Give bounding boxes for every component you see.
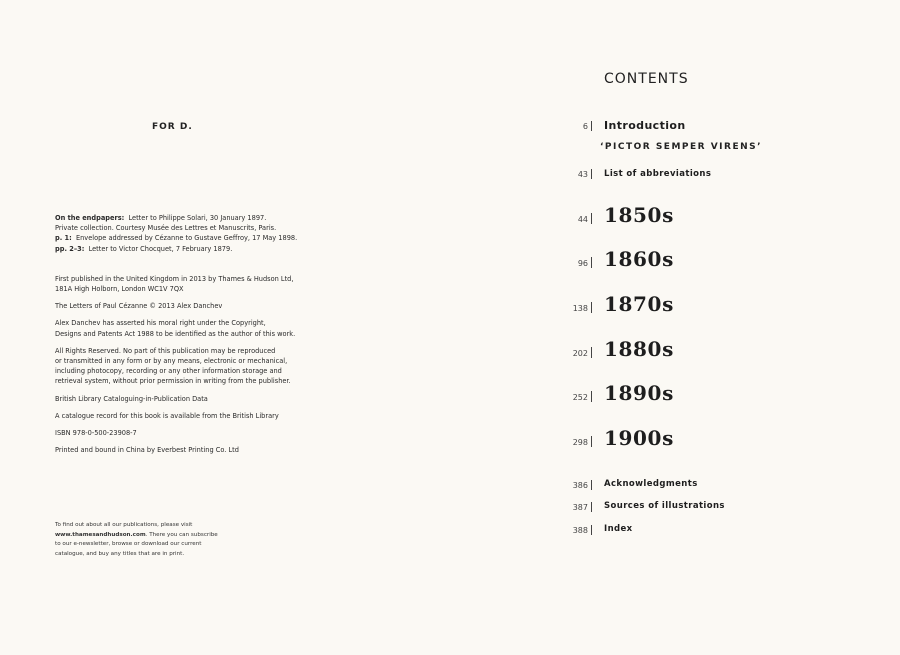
publication-info	[55, 274, 355, 294]
endpapers-line-3: Envelope addressed by Cézanne to Gustave Geffroy, 17 May 1898.	[75, 234, 298, 243]
toc-label: Sources of illustrations	[604, 501, 725, 511]
toc-entry-introduction[interactable]	[450, 119, 900, 133]
contents-title: CONTENTS	[604, 71, 689, 87]
toc-divider	[591, 169, 592, 179]
copyright-line: The Letters of Paul Cézanne © 2013 Alex Danchev	[55, 302, 223, 311]
page1-label: p. 1:	[55, 234, 72, 243]
toc-label: 1870s	[604, 292, 674, 316]
toc-divider	[591, 213, 592, 224]
website-link[interactable]: www.thamesandhudson.com	[55, 531, 146, 538]
toc-label: Introduction	[604, 119, 686, 132]
cip-line: British Library Cataloguing-in-Publication Data	[55, 394, 208, 403]
publication-line-1: First published in the United Kingdom in 2013 by Thames & Hudson Ltd,	[55, 274, 294, 283]
toc-entry-sources[interactable]	[450, 501, 900, 513]
rights-line-2: or transmitted in any form or by any means, electronic or mechanical,	[55, 357, 288, 366]
toc-page-number: 44	[577, 215, 588, 224]
toc-label: Acknowledgments	[604, 479, 698, 489]
moral-right-line-1: Alex Danchev has asserted his moral right under the Copyright,	[55, 319, 266, 328]
toc-entry-1890s[interactable]	[450, 381, 900, 407]
toc-entry-1860s[interactable]	[450, 247, 900, 273]
toc-page-number: 138	[572, 304, 588, 313]
toc-page-number: 252	[572, 393, 588, 402]
publication-line-2: 181A High Holborn, London WC1V 7QX	[55, 285, 184, 294]
toc-entry-1880s[interactable]	[450, 337, 900, 363]
toc-page-number: 388	[572, 526, 588, 535]
toc-entry-1870s[interactable]	[450, 292, 900, 318]
toc-page-number: 202	[572, 349, 588, 358]
toc-subtitle: ‘PICTOR SEMPER VIRENS’	[600, 142, 763, 152]
toc-divider	[591, 302, 592, 313]
toc-label: Index	[604, 524, 633, 534]
web-info-line-2: . There you can subscribe	[145, 531, 218, 538]
toc-label: List of abbreviations	[604, 169, 712, 179]
toc-page-number: 43	[577, 170, 588, 179]
endpapers-line-2: Private collection. Courtesy Musée des Lettres et Manuscrits, Paris.	[55, 224, 277, 233]
moral-right	[55, 318, 355, 338]
toc-divider	[591, 480, 592, 490]
toc-divider	[591, 436, 592, 447]
toc-page-number: 298	[572, 438, 588, 447]
endpapers-label: On the endpapers:	[55, 214, 125, 222]
endpapers-line-4: Letter to Victor Chocquet, 7 February 1879.	[88, 244, 233, 253]
toc-label: 1880s	[604, 337, 674, 361]
web-info	[55, 521, 255, 559]
rights-line-3: including photocopy, recording or any other information storage and	[55, 367, 282, 376]
toc-divider	[591, 502, 592, 512]
toc-label: 1900s	[604, 426, 674, 450]
dedication: FOR D.	[152, 122, 193, 132]
toc-divider	[591, 391, 592, 402]
imprint-block	[55, 213, 355, 462]
toc-page-number: 96	[577, 259, 588, 268]
printed-line: Printed and bound in China by Everbest Printing Co. Ltd	[55, 446, 239, 455]
toc-entry-1850s[interactable]	[450, 203, 900, 229]
rights-line-1: All Rights Reserved. No part of this publication may be reproduced	[55, 346, 276, 355]
toc-entry-index[interactable]	[450, 524, 900, 536]
toc-label: 1850s	[604, 203, 674, 227]
moral-right-line-2: Designs and Patents Act 1988 to be identified as the author of this work.	[55, 329, 296, 338]
toc-divider	[591, 525, 592, 535]
web-info-line-4: catalogue, and buy any titles that are in print.	[55, 550, 185, 557]
isbn-line: ISBN 978-0-500-23908-7	[55, 429, 137, 438]
web-info-line-1: To find out about all our publications, please visit	[55, 522, 193, 528]
toc-label: 1890s	[604, 381, 674, 405]
endpapers-line-1: Letter to Philippe Solari, 30 January 1897.	[128, 214, 267, 222]
toc-divider	[591, 121, 592, 131]
catalogue-line: A catalogue record for this book is available from the British Library	[55, 411, 279, 420]
pp23-label: pp. 2–3:	[55, 244, 85, 253]
toc-divider	[591, 347, 592, 358]
toc-label: 1860s	[604, 247, 674, 271]
endpapers-credit	[55, 213, 355, 254]
rights-reserved	[55, 346, 355, 387]
toc-entry-acknowledgments[interactable]	[450, 479, 900, 491]
toc-page-number: 6	[582, 122, 588, 131]
toc-page-number: 386	[572, 481, 588, 490]
web-info-line-3: to our e-newsletter, browse or download our current	[55, 541, 202, 547]
toc-divider	[591, 257, 592, 268]
toc-page-number: 387	[572, 503, 588, 512]
toc-entry-1900s[interactable]	[450, 426, 900, 452]
rights-line-4: retrieval system, without prior permission in writing from the publisher.	[55, 377, 291, 386]
contents-page	[450, 0, 900, 655]
toc-entry-abbreviations[interactable]	[450, 169, 900, 181]
